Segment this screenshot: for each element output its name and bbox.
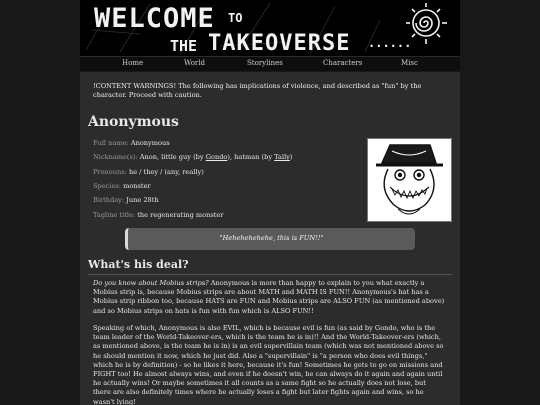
paragraph-evil: Speaking of which, Anonymous is also EVIL, which is because evil is fun (as said by Gondo, who is the team leader of the World-Takeover-ers, which is the team he is in)!! And the World-Takeover-ers (which, as mentioned above, is the team he is in) is an evil supervillain team (which was not mentioned above so he should mention it now, which he just did. Also a "supervillain" is "a person who does evil things," which he is by definition) - so he likes it here, because it's fun! Sometimes he gets to go on missions and FIGHT too! He almost always wins, and even if he doesn't win, he can always do it again and again until he actually wins! Or maybe sometimes it all counts as a same fight so he actually does not lose, but there are also definitely times where he actually loses a fight but later fights again and wins, so he wasn't lying! [93, 324, 444, 405]
species-label: Species: [93, 182, 121, 190]
nicknames-text-1: Anon, little guy (by [139, 153, 206, 161]
info-full-name [93, 139, 170, 147]
content-panel [80, 72, 460, 405]
nav-characters[interactable]: Characters [323, 59, 363, 67]
tagline-label: Tagline title: [93, 211, 136, 219]
info-tagline [93, 211, 223, 219]
tally-link[interactable]: Tally [274, 153, 290, 161]
banner-dots-text: ...... [368, 36, 412, 50]
birthday-label: Birthday: [93, 196, 125, 204]
info-birthday [93, 196, 159, 204]
full-name-value: Anonymous [130, 139, 170, 147]
section-heading: What's his deal? [88, 258, 189, 271]
info-species [93, 182, 151, 190]
nav-storylines[interactable]: Storylines [247, 59, 283, 67]
nav-world[interactable]: World [184, 59, 205, 67]
site-banner [80, 0, 460, 56]
character-name-heading: Anonymous [88, 114, 179, 130]
gondo-link[interactable]: Gondo [205, 153, 228, 161]
paragraph-mobius-body: Anonymous is more than happy to explain to you what exactly a Mobius strip is, because Mobius strips are about MATH and MATH IS FUN!! Anonymous's hat has a Mobius strip ribbon too, because HATS are FUN and Mobius strips are ALSO FUN (as mentioned above) and so Mobius strips on hats is fun with fun which is ALSO FUN!! [93, 279, 445, 315]
nicknames-label: Nickname(s): [93, 153, 138, 161]
full-name-label: Full name: [93, 139, 129, 147]
nicknames-text-3: ) [289, 153, 293, 161]
info-pronouns [93, 168, 204, 176]
banner-takeoverse-text: TAKEOVERSE [208, 31, 351, 56]
character-portrait [367, 138, 452, 222]
section-divider [88, 274, 452, 275]
info-nicknames [93, 153, 292, 161]
main-navigation [80, 56, 460, 71]
paragraph-mobius [93, 279, 445, 316]
banner-to-text: TO [228, 11, 243, 25]
banner-welcome-text: WELCOME [94, 3, 215, 34]
birthday-value: June 28th [126, 196, 159, 204]
content-warning: !CONTENT WARNINGS! The following has implications of violence, and described as "fun" by the character. Proceed with caution. [93, 82, 422, 99]
spiral-eye-icon [406, 3, 447, 44]
quote-box [125, 228, 415, 250]
character-quote: "Hehehehehehe, this is FUN!!" [219, 234, 324, 242]
species-value: monster [123, 182, 151, 190]
tagline-value: the regenerating monster [137, 211, 224, 219]
pronouns-value: he / they / (any, really) [128, 168, 204, 176]
paragraph-mobius-lead: Do you know about Mobius strips? [93, 279, 209, 287]
nav-misc[interactable]: Misc [401, 59, 418, 67]
banner-graphic [80, 0, 460, 56]
banner-the-text: THE [170, 37, 198, 55]
pronouns-label: Pronouns: [93, 168, 127, 176]
nicknames-text-2: ), hatman (by [227, 153, 275, 161]
nav-home[interactable]: Home [122, 59, 144, 67]
